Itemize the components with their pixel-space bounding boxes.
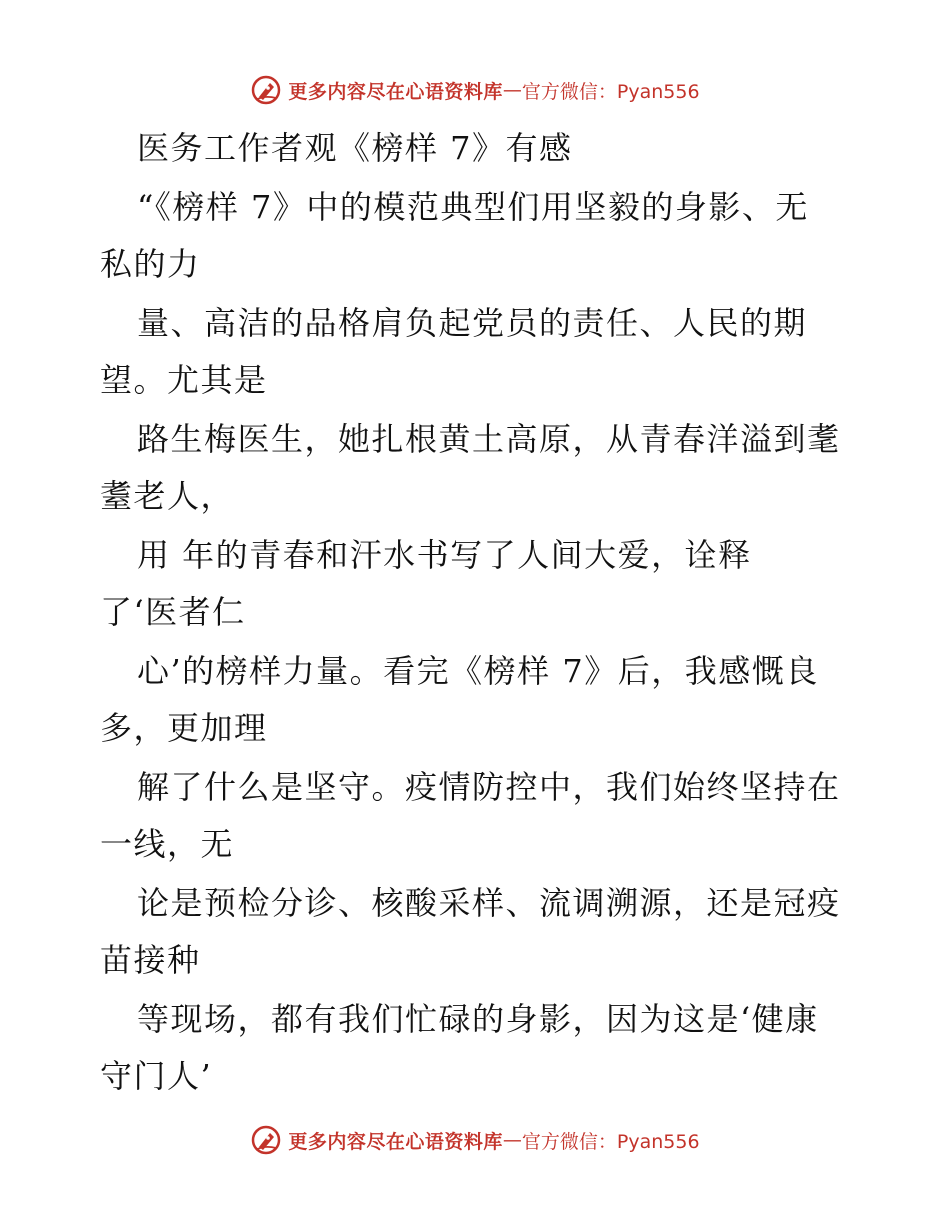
paragraph-line: 解了什么是坚守。疫情防控中，我们始终坚持在 [137, 768, 841, 806]
paragraph-line: 路生梅医生，她扎根黄土高原，从青春洋溢到耄 [137, 420, 841, 458]
pen-nib-logo-icon [250, 74, 282, 106]
header-watermark [0, 70, 950, 110]
watermark-separator: — [502, 1129, 522, 1151]
document-title: 医务工作者观《榜样 7》有感 [137, 129, 573, 167]
paragraph-line: 等现场，都有我们忙碌的身影，因为这是‘健康 [137, 1000, 819, 1038]
paragraph-line: 多，更加理 [100, 709, 268, 747]
pen-nib-logo-icon [250, 1124, 282, 1156]
paragraph-line: 了‘医者仁 [100, 593, 246, 631]
watermark-site-text: 更多内容尽在心语资料库 [288, 80, 503, 103]
watermark-contact: 官方微信：Pyan556 [521, 80, 700, 103]
watermark-contact: 官方微信：Pyan556 [521, 1130, 700, 1153]
paragraph-line: 用 年的青春和汗水书写了人间大爱，诠释 [137, 536, 752, 574]
paragraph-line: “《榜样 7》中的模范典型们用坚毅的身影、无 [137, 188, 809, 226]
watermark-site-text: 更多内容尽在心语资料库 [288, 1130, 503, 1153]
paragraph-line: 一线，无 [100, 825, 235, 863]
paragraph-line: 望。尤其是 [100, 361, 268, 399]
paragraph-line: 心’的榜样力量。看完《榜样 7》后，我感慨良 [137, 652, 819, 690]
paragraph-line: 量、高洁的品格肩负起党员的责任、人民的期 [137, 304, 808, 342]
watermark-separator: — [502, 79, 522, 101]
paragraph-line: 耋老人， [100, 477, 235, 515]
paragraph-line: 论是预检分诊、核酸采样、流调溯源，还是冠疫 [137, 884, 841, 922]
paragraph-line: 守门人’ [100, 1057, 213, 1095]
footer-watermark [0, 1120, 950, 1160]
paragraph-line: 苗接种 [100, 941, 201, 979]
paragraph-line: 私的力 [100, 245, 201, 283]
